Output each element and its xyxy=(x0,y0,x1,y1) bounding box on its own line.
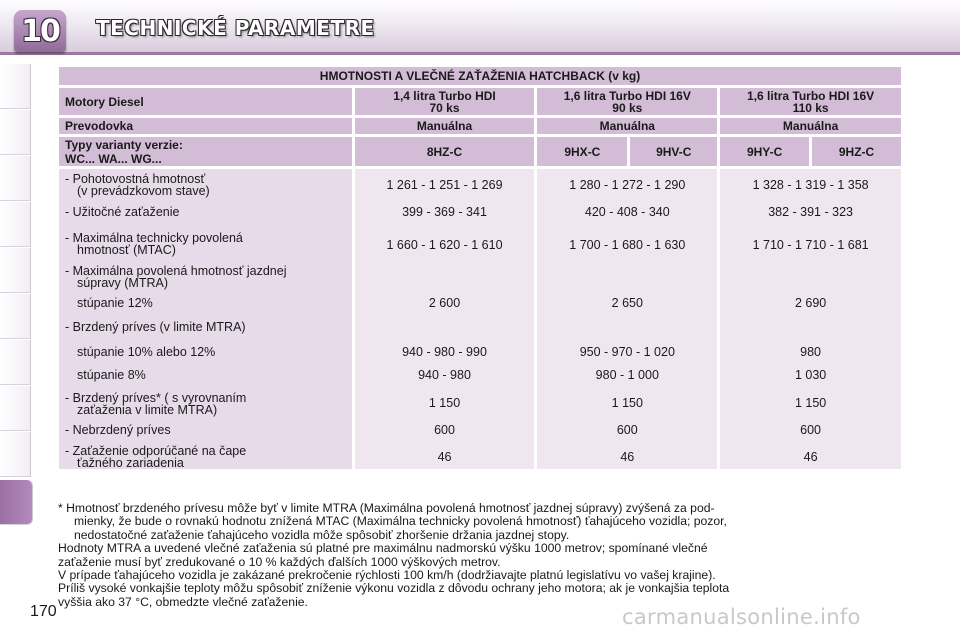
page-title: TECHNICKÉ PARAMETRE xyxy=(96,16,375,40)
row-value: 1 150 xyxy=(794,396,827,410)
variant-cell: 8HZ-C xyxy=(355,137,535,166)
row-label: zaťaženia v limite MTRA) xyxy=(77,403,218,417)
table-title: HMOTNOSTI A VLEČNÉ ZAŤAŽENIA HATCHBACK (v kg) xyxy=(59,67,901,85)
chapter-number: 10 xyxy=(21,13,59,49)
row-label: - Brzdený príves* ( s vyrovnaním xyxy=(65,391,247,405)
page-number: 170 xyxy=(30,603,57,620)
row-label: - Zaťaženie odporúčané na čape xyxy=(65,444,247,458)
row-label: hmotnosť (MTAC) xyxy=(77,243,176,257)
gearbox-cell: Manuálna xyxy=(537,118,717,134)
variant-cell: 9HX-C xyxy=(537,137,627,166)
row-labels xyxy=(59,169,352,469)
row-label: stúpanie 12% xyxy=(77,296,153,310)
row-label: stúpanie 8% xyxy=(77,368,146,382)
row-label: - Maximálna povolená hmotnosť jazdnej xyxy=(65,264,287,278)
row-label: ťažného zariadenia xyxy=(77,456,184,470)
row-value: 940 - 980 xyxy=(418,368,471,382)
row-value: 1 328 - 1 319 - 1 358 xyxy=(752,178,869,192)
row-label: súpravy (MTRA) xyxy=(77,276,168,290)
footnote-line: * Hmotnosť brzdeného prívesu môže byť v limite MTRA (Maximálna povolená hmotnosť jazdnej súpravy) zvýšená za pod- xyxy=(58,501,715,515)
watermark: carmanualsonline.info xyxy=(622,605,861,629)
row-value: 980 - 1 000 xyxy=(595,368,659,382)
row-value: 382 - 391 - 323 xyxy=(768,205,853,219)
row-value: 1 700 - 1 680 - 1 630 xyxy=(569,238,686,252)
engine-name: 1,6 litra Turbo HDI 16V xyxy=(747,88,875,103)
values-column xyxy=(720,169,901,469)
engines-label: Motory Diesel xyxy=(59,88,352,115)
side-tab[interactable] xyxy=(0,64,31,109)
row-value: 600 xyxy=(434,423,455,437)
row-value: 399 - 369 - 341 xyxy=(402,205,487,219)
engine-header xyxy=(720,88,901,115)
row-label: stúpanie 10% alebo 12% xyxy=(77,345,216,359)
row-labels-column xyxy=(59,169,352,469)
side-tab[interactable] xyxy=(0,386,31,431)
footnote-line: mienky, že bude o rovnakú hodnotu znížená MTAC (Maximálna technicky povolená hmotnosť) ťahajúceho vozidla; pozor, xyxy=(74,514,727,529)
footnote xyxy=(58,502,906,609)
engine-header xyxy=(355,88,535,115)
side-tab[interactable] xyxy=(0,340,31,385)
side-tab[interactable] xyxy=(0,110,31,155)
row-value: 1 150 xyxy=(611,396,643,410)
footnote-line: V prípade ťahajúceho vozidla je zakázané prekročenie rýchlosti 100 km/h (dodržiavajte platnú legislatívu vo vašej krajine). xyxy=(58,568,716,583)
row-label: - Brzdený príves (v limite MTRA) xyxy=(65,320,246,334)
row-value: 2 600 xyxy=(428,296,461,310)
values-col-3 xyxy=(720,169,901,469)
side-tab[interactable] xyxy=(0,294,31,339)
engine-power: 90 ks xyxy=(612,100,643,115)
row-label: - Pohotovostná hmotnosť xyxy=(65,172,206,186)
footnote-line: zaťaženie musí byť zredukované o 10 % každých ďalších 1000 výškových metrov. xyxy=(58,554,501,569)
row-value: 1 710 - 1 710 - 1 681 xyxy=(752,238,869,252)
row-value: 940 - 980 - 990 xyxy=(402,345,487,359)
footnote-line: Hodnoty MTRA a uvedené vlečné zaťaženia sú platné pre maximálnu nadmorskú výšku 1000 metrov; spomínané vlečné xyxy=(58,541,708,556)
row-value: 46 xyxy=(803,450,818,464)
values-column xyxy=(355,169,535,469)
side-tabs xyxy=(0,56,34,556)
row-label: (v prevádzkovom stave) xyxy=(77,184,210,198)
engine-name: 1,4 litra Turbo HDI xyxy=(393,88,496,103)
variants-label-line: WC... WA... WG... xyxy=(65,151,162,166)
variants-label-line: Typy varianty verzie: xyxy=(65,137,183,152)
variant-cell: 9HZ-C xyxy=(812,137,901,166)
row-value: 950 - 970 - 1 020 xyxy=(579,345,675,359)
footnote-line: nedostatočné zaťaženie ťahajúceho vozidla môže spôsobiť zhoršenie držania jazdnej stopy. xyxy=(74,527,570,542)
gearbox-label: Prevodovka xyxy=(59,118,352,134)
row-value: 1 261 - 1 251 - 1 269 xyxy=(386,178,503,192)
row-value: 600 xyxy=(800,423,822,437)
engine-header xyxy=(537,88,717,115)
variant-cell: 9HV-C xyxy=(630,137,717,166)
variant-cell: 9HY-C xyxy=(720,137,809,166)
row-value: 2 690 xyxy=(794,296,827,310)
side-tab[interactable] xyxy=(0,432,31,477)
row-value: 46 xyxy=(437,450,452,464)
row-value: 1 030 xyxy=(794,368,827,382)
side-tab[interactable] xyxy=(0,202,31,247)
gearbox-cell: Manuálna xyxy=(720,118,901,134)
row-label: - Nebrzdený príves xyxy=(65,423,171,437)
engine-power: 110 ks xyxy=(792,100,829,115)
side-tab[interactable] xyxy=(0,156,31,201)
variants-label xyxy=(59,137,352,166)
footnote-line: Príliš vysoké vonkajšie teploty môžu spôsobiť zníženie výkonu vozidla z dôvodu ochrany jeho motora; ak je vonkajšia teplota xyxy=(58,581,730,596)
footnote-line: vyššia ako 37 °C, obmedzte vlečné zaťaženie. xyxy=(58,594,308,609)
gearbox-cell: Manuálna xyxy=(355,118,535,134)
row-value: 600 xyxy=(616,423,638,437)
values-column xyxy=(537,169,717,469)
row-value: 2 650 xyxy=(611,296,643,310)
chapter-badge xyxy=(14,10,66,52)
header-divider xyxy=(0,52,960,55)
row-value: 46 xyxy=(620,450,635,464)
row-label: - Maximálna technicky povolená xyxy=(65,231,243,245)
side-tab[interactable] xyxy=(0,248,31,293)
values-col-2 xyxy=(537,169,717,469)
weights-table xyxy=(56,64,904,472)
row-value: 980 xyxy=(800,345,822,359)
row-label: - Užitočné zaťaženie xyxy=(65,205,180,219)
values-col-1 xyxy=(355,169,535,469)
engine-name: 1,6 litra Turbo HDI 16V xyxy=(563,88,691,103)
engine-power: 70 ks xyxy=(429,100,460,115)
side-tab-active[interactable] xyxy=(0,480,33,525)
row-value: 1 660 - 1 620 - 1 610 xyxy=(386,238,503,252)
row-value: 1 280 - 1 272 - 1 290 xyxy=(569,178,686,192)
row-value: 1 150 xyxy=(428,396,461,410)
row-value: 420 - 408 - 340 xyxy=(584,205,670,219)
